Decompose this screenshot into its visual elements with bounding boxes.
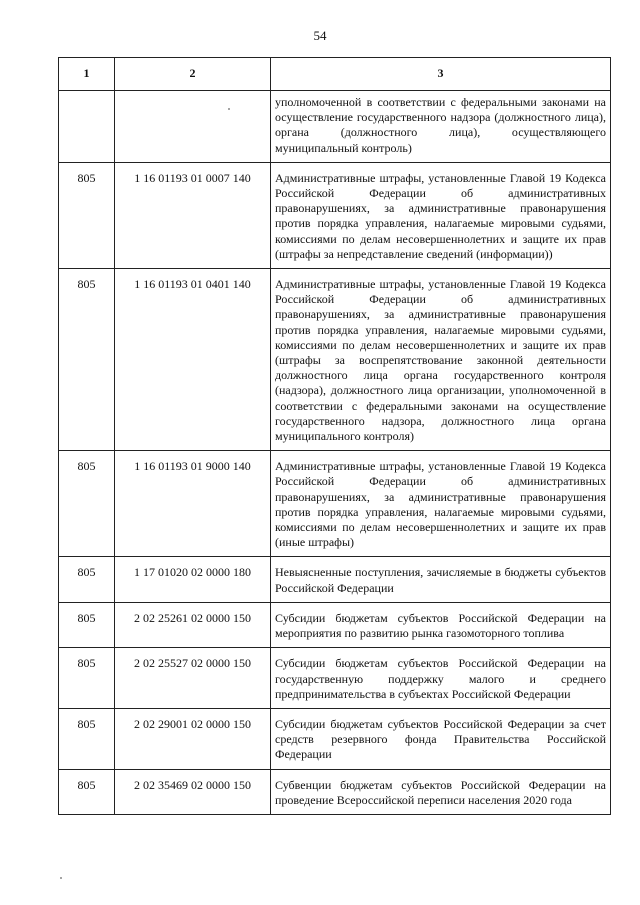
revenue-codes-table: [58, 57, 611, 815]
description-cell: Административные штрафы, установленные Главой 19 Кодекса Российской Федерации об административных правонарушениях, за административные правонарушения против порядка управления, налагаемые мировыми судьями, комиссиями по делам несовершеннолетних и защите их прав (штрафы за непредставление сведений (информации)): [271, 162, 611, 268]
table-row: [59, 648, 611, 709]
table-row: [59, 269, 611, 451]
kbk-code-cell: 1 17 01020 02 0000 180: [115, 557, 271, 602]
column-header-3: 3: [271, 58, 611, 91]
description-cell: Административные штрафы, установленные Главой 19 Кодекса Российской Федерации об административных правонарушениях, за административные правонарушения против порядка управления, налагаемые мировыми судьями, комиссиями по делам несовершеннолетних и защите их прав (иные штрафы): [271, 451, 611, 557]
table-row: [59, 557, 611, 602]
column-header-2: 2: [115, 58, 271, 91]
admin-code-cell: 805: [59, 648, 115, 709]
table-row: [59, 602, 611, 647]
table-row: [59, 708, 611, 769]
table-row: [59, 162, 611, 268]
kbk-code-cell: 2 02 25527 02 0000 150: [115, 648, 271, 709]
table-row: [59, 451, 611, 557]
kbk-code-cell: [115, 91, 271, 163]
description-cell: уполномоченной в соответствии с федеральными законами на осуществление государственного надзора (должностного лица), органа (должностного лица), осуществляющего муниципальный контроль): [271, 91, 611, 163]
table-row: [59, 91, 611, 163]
description-cell: Субсидии бюджетам субъектов Российской Федерации на государственную поддержку малого и среднего предпринимательства в субъектах Российской Федерации: [271, 648, 611, 709]
kbk-code-cell: 2 02 29001 02 0000 150: [115, 708, 271, 769]
kbk-code-cell: 2 02 35469 02 0000 150: [115, 769, 271, 814]
scan-speck: [228, 108, 230, 110]
admin-code-cell: 805: [59, 162, 115, 268]
description-cell: Субвенции бюджетам субъектов Российской Федерации на проведение Всероссийской переписи населения 2020 года: [271, 769, 611, 814]
admin-code-cell: 805: [59, 557, 115, 602]
table-row: [59, 769, 611, 814]
scan-speck: [60, 877, 62, 879]
admin-code-cell: 805: [59, 451, 115, 557]
kbk-code-cell: 1 16 01193 01 9000 140: [115, 451, 271, 557]
admin-code-cell: [59, 91, 115, 163]
column-header-1: 1: [59, 58, 115, 91]
description-cell: Невыясненные поступления, зачисляемые в бюджеты субъектов Российской Федерации: [271, 557, 611, 602]
kbk-code-cell: 2 02 25261 02 0000 150: [115, 602, 271, 647]
description-cell: Субсидии бюджетам субъектов Российской Федерации на мероприятия по развитию рынка газомоторного топлива: [271, 602, 611, 647]
page-number: 54: [313, 28, 327, 43]
table-header-row: [59, 58, 611, 91]
kbk-code-cell: 1 16 01193 01 0401 140: [115, 269, 271, 451]
kbk-code-cell: 1 16 01193 01 0007 140: [115, 162, 271, 268]
description-cell: Субсидии бюджетам субъектов Российской Федерации за счет средств резервного фонда Правительства Российской Федерации: [271, 708, 611, 769]
admin-code-cell: 805: [59, 708, 115, 769]
description-cell: Административные штрафы, установленные Главой 19 Кодекса Российской Федерации об административных правонарушениях, за административные правонарушения против порядка управления, налагаемые мировыми судьями, комиссиями по делам несовершеннолетних и защите их прав (штрафы за воспрепятствование законной деятельности должностного лица органа государственного контроля (надзора), должностного лица организации, уполномоченной в соответствии с федеральными законами на осуществление государственного надзора, должностного лица органа муниципального контроля): [271, 269, 611, 451]
admin-code-cell: 805: [59, 602, 115, 647]
admin-code-cell: 805: [59, 269, 115, 451]
admin-code-cell: 805: [59, 769, 115, 814]
